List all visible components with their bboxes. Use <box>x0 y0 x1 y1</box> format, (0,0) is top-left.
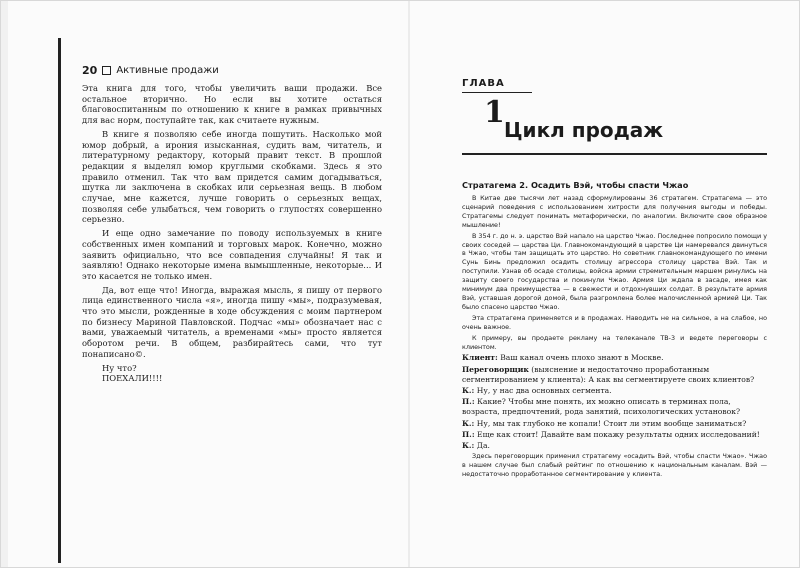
right-paragraph: К примеру, вы продаете рекламу на телеканале ТВ-3 и ведете переговоры с клиентом. <box>462 333 767 351</box>
dialogue-line: П.: Какие? Чтобы мне понять, их можно описать в терминах пола, возраста, предпочтений, рода занятий, психологических установок? <box>462 397 741 417</box>
running-header-title: Активные продажи <box>116 65 219 76</box>
chapter-label: ГЛАВА <box>462 78 532 93</box>
right-paragraph: В Китае две тысячи лет назад сформулированы 36 стратагем. Стратагема — это сценарий поведения с использованием хитрости для получения выгоды и победы. Стратагемы следует понимать метафорически, по аналогии. Включите свое образное мышление! <box>462 194 767 229</box>
stratagem-heading: Стратагема 2. Осадить Вэй, чтобы спасти Чжао <box>462 180 689 190</box>
left-paragraph: В книге я позволяю себе иногда пошутить. Насколько мой юмор добрый, а ирония изысканная, судить вам, читатель, и литературному редактору, который правит текст. В прошлой редакции я выделял юмор круглыми скобками. Здесь я это правило отменил. Так что вам придется самим догадываться, шутка ли заключена в скобках или серьезная вещь. В любом случае, мне кажется, лучше говорить о серьезных вещах, позволяя себе улыбаться, чем говорить о глупостях совершенно серьезно. <box>82 128 382 225</box>
dialogue-line: П.: Еще как стоит! Давайте вам покажу результаты одних исследований! <box>462 429 760 439</box>
right-paragraph: Эта стратагема применяется и в продажах. Наводить не на сильное, а на слабое, но очень важное. <box>462 313 767 331</box>
dialogue-line: К.: Да. <box>462 441 490 451</box>
page-number: 20 <box>82 64 98 77</box>
left-paragraph: И еще одно замечание по поводу используемых в книге собственных имен компаний и торговых марок. Конечно, можно заявить официально, что все совпадения случайны! Я так и заявляю! Однако некоторые имена вымышленные, некоторые... И это касается не только имен. <box>82 228 382 281</box>
right-final-paragraph: Здесь переговорщик применил стратагему «осадить Вэй, чтобы спасти Чжао». Чжао в нашем случае был слабый рейтинг по отношению к национальным каналам. Вэй — недостаточно проработанное сегментирование у клиента. <box>462 452 767 479</box>
closing-line: ПОЕХАЛИ!!!! <box>102 373 163 384</box>
chapter-title: Цикл продаж <box>504 118 664 142</box>
right-paragraph: В 354 г. до н. э. царство Вэй напало на царство Чжао. Последнее попросило помощи у своих соседей — царства Ци. Главнокомандующий в царстве Ци намеревался двинуться в Чжао, чтобы там защищать это царство. Но советник главнокомандующего по имени Сунь Бинь предложил осадить столицу агрессора столицу царства Вэй. Так и поступили. Узнав об осаде столицы, войска армии стремительным маршем ринулись на защиту своего государства и покинули Чжао. Армия Ци ждала в засаде, имея как минимум два преимущества — в свежести и отдохнувших солдат. В результате армия Вэй, уставшая дорогой домой, была разгромлена более малочисленной армией Ци. Так было спасено царство Чжао. <box>462 231 767 311</box>
dialogue-line: Переговорщик (выяснение и недостаточно проработанным сегментированием у клиента): А как вы сегментируете своих клиентов? <box>462 364 755 384</box>
dialogue-line: К.: Ну, мы так глубоко не копали! Стоит ли этим вообще заниматься? <box>462 418 747 428</box>
closing-line: Ну что? <box>102 362 137 373</box>
left-paragraph: Да, вот еще что! Иногда, выражая мысль, я пишу от первого лица единственного числа «я», иногда пишу «мы», подразумевая, что это мысли, рожденные в ходе обсуждения с моим партнером по бизнесу Мариной Павловской. Подчас «мы» обозначает нас с вами, уважаемый читатель, а временами «мы» просто является оборотом речи. В общем, разбирайтесь сами, что тут понаписано©. <box>82 284 382 359</box>
chapter-number: 1 <box>484 95 505 130</box>
left-paragraph: Эта книга для того, чтобы увеличить ваши продажи. Все остальное вторично. Но если вы хотите остаться благовоспитанным по отношению к книге в рамках привычных для вас норм, поступайте так, как считаете нужным. <box>82 83 382 126</box>
dialogue-line: Клиент: Ваш канал очень плохо знают в Москве. <box>462 353 664 363</box>
dialogue-line: К.: Ну, у нас два основных сегмента. <box>462 386 612 396</box>
